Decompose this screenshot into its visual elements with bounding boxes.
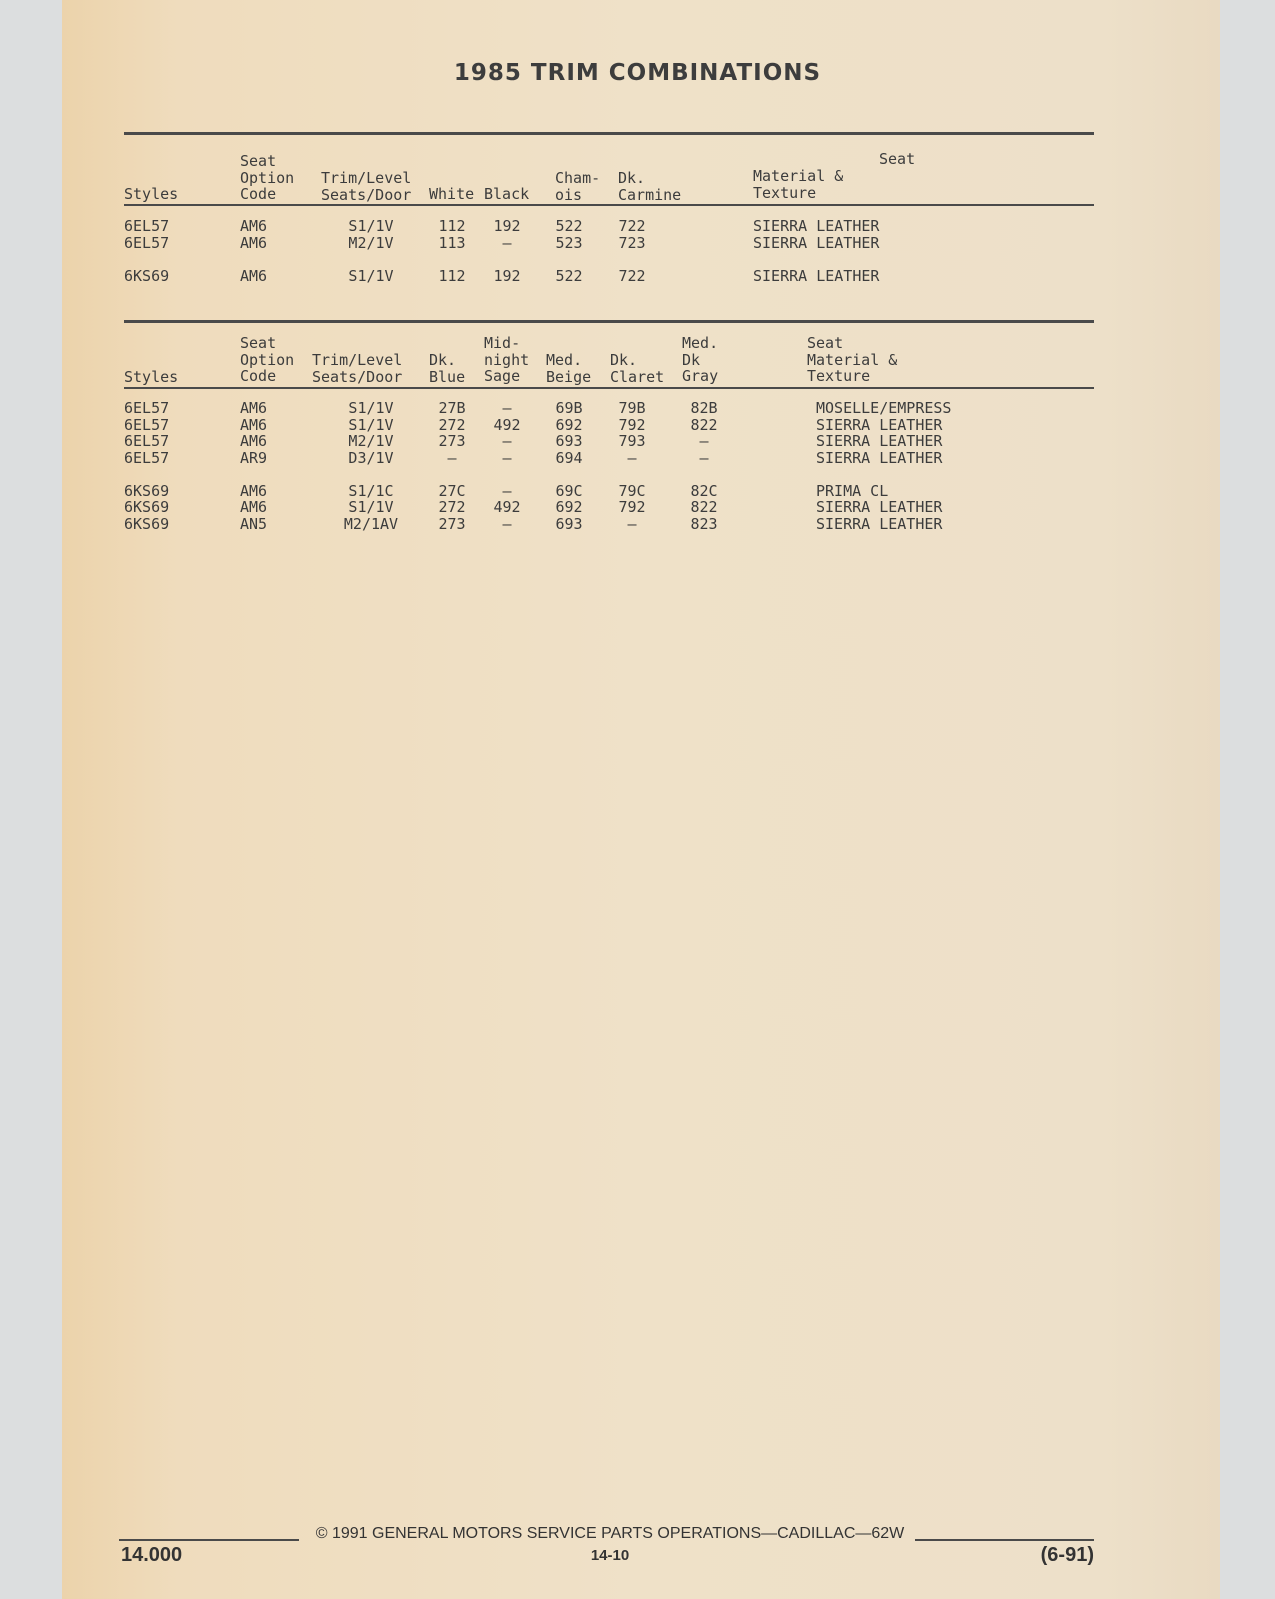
cell-code: AM6 bbox=[240, 482, 268, 500]
cell-code: AM6 bbox=[240, 498, 268, 516]
cell-beige: 69B bbox=[555, 399, 583, 417]
cell-trim: M2/1V bbox=[348, 432, 394, 450]
header-white: White bbox=[429, 185, 475, 203]
header-dk-blue: Dk. Blue bbox=[429, 351, 466, 386]
cell-material: PRIMA CL bbox=[816, 482, 889, 500]
cell-gray: 823 bbox=[690, 515, 718, 533]
cell-style: 6KS69 bbox=[124, 498, 170, 516]
header-med-dk-gray: Med. Dk Gray bbox=[682, 334, 719, 385]
cell-material: SIERRA LEATHER bbox=[816, 432, 943, 450]
header-black: Black bbox=[484, 185, 530, 203]
cell-claret: – bbox=[627, 515, 637, 533]
footer-page-number: 14-10 bbox=[590, 1547, 630, 1564]
cell-material: SIERRA LEATHER bbox=[816, 449, 943, 467]
header-chamois: Cham- ois bbox=[555, 169, 601, 204]
table1-header-rule bbox=[124, 204, 1094, 206]
cell-trim: S1/1V bbox=[348, 498, 394, 516]
cell-code: AM6 bbox=[240, 432, 268, 450]
cell-code: AN5 bbox=[240, 515, 268, 533]
cell-material: SIERRA LEATHER bbox=[816, 498, 943, 516]
cell-material: MOSELLE/EMPRESS bbox=[816, 399, 952, 417]
header-styles: Styles bbox=[124, 185, 179, 203]
header-seat-top: Seat bbox=[879, 150, 916, 168]
cell-trim: M2/1AV bbox=[343, 515, 399, 533]
cell-claret: 79B bbox=[618, 399, 646, 417]
footer-rule-left bbox=[119, 1539, 299, 1541]
cell-carmine: 723 bbox=[618, 234, 646, 252]
cell-white: 112 bbox=[438, 267, 466, 285]
footer-section-number: 14.000 bbox=[121, 1544, 183, 1566]
cell-white: 113 bbox=[438, 234, 466, 252]
footer-copyright: © 1991 GENERAL MOTORS SERVICE PARTS OPERATIONS—CADILLAC—62W bbox=[315, 1525, 905, 1542]
cell-code: AM6 bbox=[240, 234, 268, 252]
cell-sage: 492 bbox=[493, 498, 521, 516]
cell-claret: 792 bbox=[618, 498, 646, 516]
cell-sage: 492 bbox=[493, 416, 521, 434]
table1-top-rule bbox=[124, 132, 1094, 135]
cell-sage: – bbox=[502, 515, 512, 533]
cell-material: SIERRA LEATHER bbox=[816, 416, 943, 434]
cell-trim: S1/1V bbox=[348, 267, 394, 285]
table2-header-rule bbox=[124, 387, 1094, 389]
cell-style: 6EL57 bbox=[124, 217, 170, 235]
header-seat-material: Material & Texture bbox=[753, 167, 844, 202]
cell-black: – bbox=[502, 234, 512, 252]
cell-claret: 792 bbox=[618, 416, 646, 434]
cell-blue: 273 bbox=[438, 432, 466, 450]
cell-carmine: 722 bbox=[618, 217, 646, 235]
header-styles: Styles bbox=[124, 368, 179, 386]
cell-gray: 822 bbox=[690, 416, 718, 434]
cell-sage: – bbox=[502, 399, 512, 417]
cell-blue: 272 bbox=[438, 498, 466, 516]
cell-gray: 822 bbox=[690, 498, 718, 516]
cell-blue: – bbox=[447, 449, 457, 467]
cell-gray: – bbox=[699, 432, 709, 450]
cell-style: 6EL57 bbox=[124, 449, 170, 467]
cell-chamois: 523 bbox=[555, 234, 583, 252]
cell-code: AM6 bbox=[240, 217, 268, 235]
cell-black: 192 bbox=[493, 217, 521, 235]
header-seat-option-code: Seat Option Code bbox=[240, 152, 295, 203]
header-dk-claret: Dk. Claret bbox=[610, 351, 665, 386]
cell-white: 112 bbox=[438, 217, 466, 235]
cell-claret: – bbox=[627, 449, 637, 467]
cell-style: 6EL57 bbox=[124, 416, 170, 434]
cell-gray: 82B bbox=[690, 399, 718, 417]
cell-claret: 79C bbox=[618, 482, 646, 500]
cell-beige: 692 bbox=[555, 498, 583, 516]
cell-sage: – bbox=[502, 482, 512, 500]
cell-carmine: 722 bbox=[618, 267, 646, 285]
header-midnight-sage: Mid- night Sage bbox=[484, 334, 530, 385]
cell-style: 6EL57 bbox=[124, 234, 170, 252]
cell-beige: 692 bbox=[555, 416, 583, 434]
cell-style: 6EL57 bbox=[124, 432, 170, 450]
cell-code: AM6 bbox=[240, 267, 268, 285]
cell-code: AR9 bbox=[240, 449, 268, 467]
cell-trim: S1/1V bbox=[348, 416, 394, 434]
cell-trim: S1/1V bbox=[348, 399, 394, 417]
cell-style: 6KS69 bbox=[124, 267, 170, 285]
cell-trim: S1/1C bbox=[348, 482, 394, 500]
page-title: 1985 TRIM COMBINATIONS bbox=[453, 60, 822, 86]
cell-gray: – bbox=[699, 449, 709, 467]
cell-chamois: 522 bbox=[555, 267, 583, 285]
cell-black: 192 bbox=[493, 267, 521, 285]
header-med-beige: Med. Beige bbox=[546, 351, 592, 386]
cell-beige: 694 bbox=[555, 449, 583, 467]
cell-material: SIERRA LEATHER bbox=[816, 515, 943, 533]
cell-style: 6KS69 bbox=[124, 515, 170, 533]
header-trim-level: Trim/Level Seats/Door bbox=[321, 169, 412, 204]
cell-beige: 693 bbox=[555, 432, 583, 450]
cell-beige: 693 bbox=[555, 515, 583, 533]
header-dk-carmine: Dk. Carmine bbox=[618, 169, 682, 204]
cell-sage: – bbox=[502, 432, 512, 450]
cell-chamois: 522 bbox=[555, 217, 583, 235]
table2-top-rule bbox=[124, 320, 1094, 323]
cell-code: AM6 bbox=[240, 416, 268, 434]
footer-rule-right bbox=[915, 1539, 1094, 1541]
cell-claret: 793 bbox=[618, 432, 646, 450]
cell-material: SIERRA LEATHER bbox=[753, 234, 880, 252]
cell-trim: D3/1V bbox=[348, 449, 394, 467]
cell-gray: 82C bbox=[690, 482, 718, 500]
cell-style: 6KS69 bbox=[124, 482, 170, 500]
cell-blue: 27C bbox=[438, 482, 466, 500]
cell-material: SIERRA LEATHER bbox=[753, 267, 880, 285]
footer-date: (6-91) bbox=[1040, 1544, 1094, 1566]
cell-blue: 27B bbox=[438, 399, 466, 417]
cell-blue: 273 bbox=[438, 515, 466, 533]
cell-sage: – bbox=[502, 449, 512, 467]
cell-style: 6EL57 bbox=[124, 399, 170, 417]
cell-trim: M2/1V bbox=[348, 234, 394, 252]
cell-blue: 272 bbox=[438, 416, 466, 434]
header-seat-material: Seat Material & Texture bbox=[807, 334, 898, 385]
cell-trim: S1/1V bbox=[348, 217, 394, 235]
cell-material: SIERRA LEATHER bbox=[753, 217, 880, 235]
header-seat-option-code: Seat Option Code bbox=[240, 334, 295, 385]
cell-code: AM6 bbox=[240, 399, 268, 417]
header-trim-level: Trim/Level Seats/Door bbox=[312, 351, 403, 386]
cell-beige: 69C bbox=[555, 482, 583, 500]
